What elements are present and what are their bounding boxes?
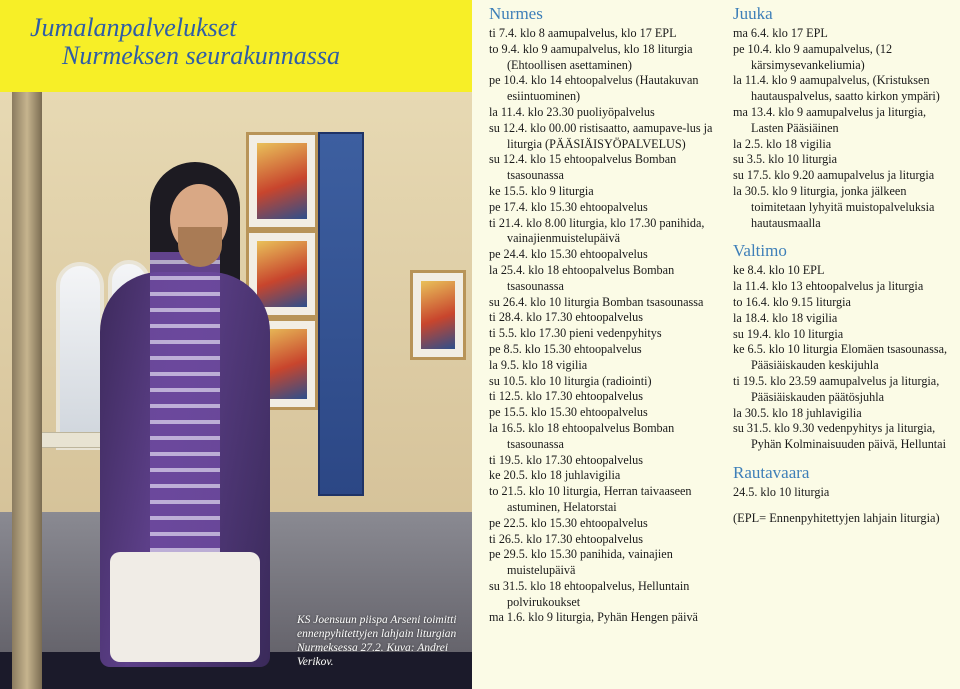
schedule-entry: to 16.4. klo 9.15 liturgia	[733, 294, 851, 309]
schedule-entry: 24.5. klo 10 liturgia	[733, 484, 830, 499]
photo-window	[56, 262, 104, 450]
schedule-entry: la 11.4. klo 13 ehtoopalvelus ja liturgia	[733, 279, 924, 294]
schedule-entry: ma 6.4. klo 17 EPL	[733, 26, 828, 40]
schedule-entry: su 19.4. klo 10 liturgia	[733, 326, 844, 341]
page-title-line2: Nurmeksen seurakunnassa	[62, 41, 341, 70]
photo-iconostasis-door	[318, 132, 364, 496]
schedule-entry: ma 1.6. klo 9 liturgia, Pyhän Hengen päivä	[489, 610, 698, 625]
schedule-entry: pe 29.5. klo 15.30 panihida, vainajien muistelupäivä	[489, 547, 676, 578]
schedule-entry: su 31.5. klo 9.30 vedenpyhitys ja liturgia, Pyhän Kolminaisuuden päivä, Helluntai	[733, 421, 946, 452]
photo-icon	[410, 270, 466, 360]
section-heading-rautavaara: Rautavaara	[733, 462, 810, 482]
schedule-entry: su 12.4. klo 15 ehtoopalvelus Bomban tsasounassa	[489, 152, 680, 183]
schedule-entry: ma 13.4. klo 9 aamupalvelus ja liturgia, Lasten Pääsiäinen	[733, 104, 930, 135]
schedule-entry: pe 10.4. klo 14 ehtoopalvelus (Hautakuvan esiintuominen)	[489, 73, 702, 104]
section-nurmes	[489, 4, 725, 626]
schedule-entry: su 17.5. klo 9.20 aamupalvelus ja liturgia	[733, 168, 935, 183]
section-juuka	[733, 4, 959, 231]
schedule-entry: su 3.5. klo 10 liturgia	[733, 152, 838, 167]
schedule-entry: ti 28.4. klo 17.30 ehtoopalvelus	[489, 310, 644, 325]
schedule-entry: ke 15.5. klo 9 liturgia	[489, 183, 594, 198]
column-nurmes	[489, 4, 725, 636]
schedule-entry: la 2.5. klo 18 vigilia	[733, 136, 832, 151]
column-right	[733, 4, 959, 527]
section-rautavaara	[733, 463, 959, 501]
schedule-entry: ke 8.4. klo 10 EPL	[733, 263, 825, 278]
photo-icon	[246, 132, 318, 230]
footnote-epl: (EPL= Ennenpyhitettyjen lahjain liturgia)	[733, 510, 940, 525]
schedule-entry: la 11.4. klo 9 aamupalvelus, (Kristuksen hautauspalvelus, saatto kirkon ympäri)	[733, 73, 940, 104]
photo-caption: KS Joensuun piispa Arseni toimitti ennenpyhitettyjen lahjain liturgian Nurmeksessa 27.2. Kuva: Andrei Verikov.	[297, 614, 457, 668]
schedule-entry: pe 8.5. klo 15.30 ehtoopalvelus	[489, 341, 642, 356]
schedule-entry: su 26.4. klo 10 liturgia Bomban tsasounassa	[489, 294, 704, 309]
photo-priest-alb	[110, 552, 260, 662]
schedule-entry: la 11.4. klo 23.30 puoliyöpalvelus	[489, 104, 655, 119]
schedule-entry: ti 26.5. klo 17.30 ehtoopalvelus	[489, 531, 644, 546]
schedule-entry: la 9.5. klo 18 vigilia	[489, 357, 588, 372]
section-heading-juuka: Juuka	[733, 4, 773, 23]
photo-bishop	[0, 92, 472, 689]
schedule-entry: la 25.4. klo 18 ehtoopalvelus Bomban tsasounassa	[489, 262, 678, 293]
schedule-entry: su 10.5. klo 10 liturgia (radiointi)	[489, 373, 652, 388]
schedule-list-juuka	[733, 26, 959, 231]
schedule-entry: la 16.5. klo 18 ehtoopalvelus Bomban tsasounassa	[489, 420, 678, 451]
section-heading-nurmes: Nurmes	[489, 4, 543, 23]
schedule-entry: la 30.5. klo 9 liturgia, jonka jälkeen toimitetaan lyhyitä muistopalveluksia hautausmaalla	[733, 183, 938, 230]
schedule-entry: to 9.4. klo 9 aamupalvelus, klo 18 liturgia (Ehtoollisen asettaminen)	[489, 41, 696, 72]
schedule-entry: pe 24.4. klo 15.30 ehtoopalvelus	[489, 247, 648, 262]
photo-pillar	[12, 92, 42, 689]
schedule-entry: ti 19.5. klo 23.59 aamupalvelus ja liturgia, Pääsiäiskauden päätösjuhla	[733, 373, 943, 404]
schedule-entry: pe 17.4. klo 15.30 ehtoopalvelus	[489, 199, 648, 214]
schedule-entry: su 12.4. klo 00.00 ristisaatto, aamupave-lus ja liturgia (PÄÄSIÄISYÖPALVELUS)	[489, 120, 716, 151]
schedule-entry: la 18.4. klo 18 vigilia	[733, 310, 838, 325]
schedule-entry: pe 15.5. klo 15.30 ehtoopalvelus	[489, 405, 648, 420]
schedule-entry: pe 22.5. klo 15.30 ehtoopalvelus	[489, 515, 648, 530]
schedule-entry: ke 20.5. klo 18 juhlavigilia	[489, 468, 621, 483]
schedule-entry: su 31.5. klo 18 ehtoopalvelus, Helluntain polvirukoukset	[489, 578, 693, 609]
schedule-entry: la 30.5. klo 18 juhlavigilia	[733, 405, 862, 420]
schedule-entry: ti 5.5. klo 17.30 pieni vedenpyhitys	[489, 326, 662, 341]
section-valtimo	[733, 241, 959, 453]
left-panel	[0, 0, 472, 689]
schedule-list-rautavaara	[733, 485, 959, 501]
schedule-entry: ti 19.5. klo 17.30 ehtoopalvelus	[489, 452, 644, 467]
schedule-list-valtimo	[733, 263, 959, 453]
schedule-entry: ke 6.5. klo 10 liturgia Elomäen tsasounassa, Pääsiäiskauden keskijuhla	[733, 342, 951, 373]
schedule-list-nurmes	[489, 26, 725, 626]
schedule-entry: pe 10.4. klo 9 aamupalvelus, (12 kärsimysevankeliumia)	[733, 41, 896, 72]
schedule-entry: ti 21.4. klo 8.00 liturgia, klo 17.30 panihida, vainajienmuistelupäivä	[489, 215, 708, 246]
schedule-entry: ti 12.5. klo 17.30 ehtoopalvelus	[489, 389, 644, 404]
page-title-line1: Jumalanpalvelukset	[30, 13, 237, 42]
title-banner	[0, 0, 472, 92]
section-heading-valtimo: Valtimo	[733, 241, 787, 261]
schedule-entry: to 21.5. klo 10 liturgia, Herran taivaaseen astuminen, Helatorstai	[489, 484, 695, 514]
schedule-entry: ti 7.4. klo 8 aamupalvelus, klo 17 EPL	[489, 26, 677, 40]
